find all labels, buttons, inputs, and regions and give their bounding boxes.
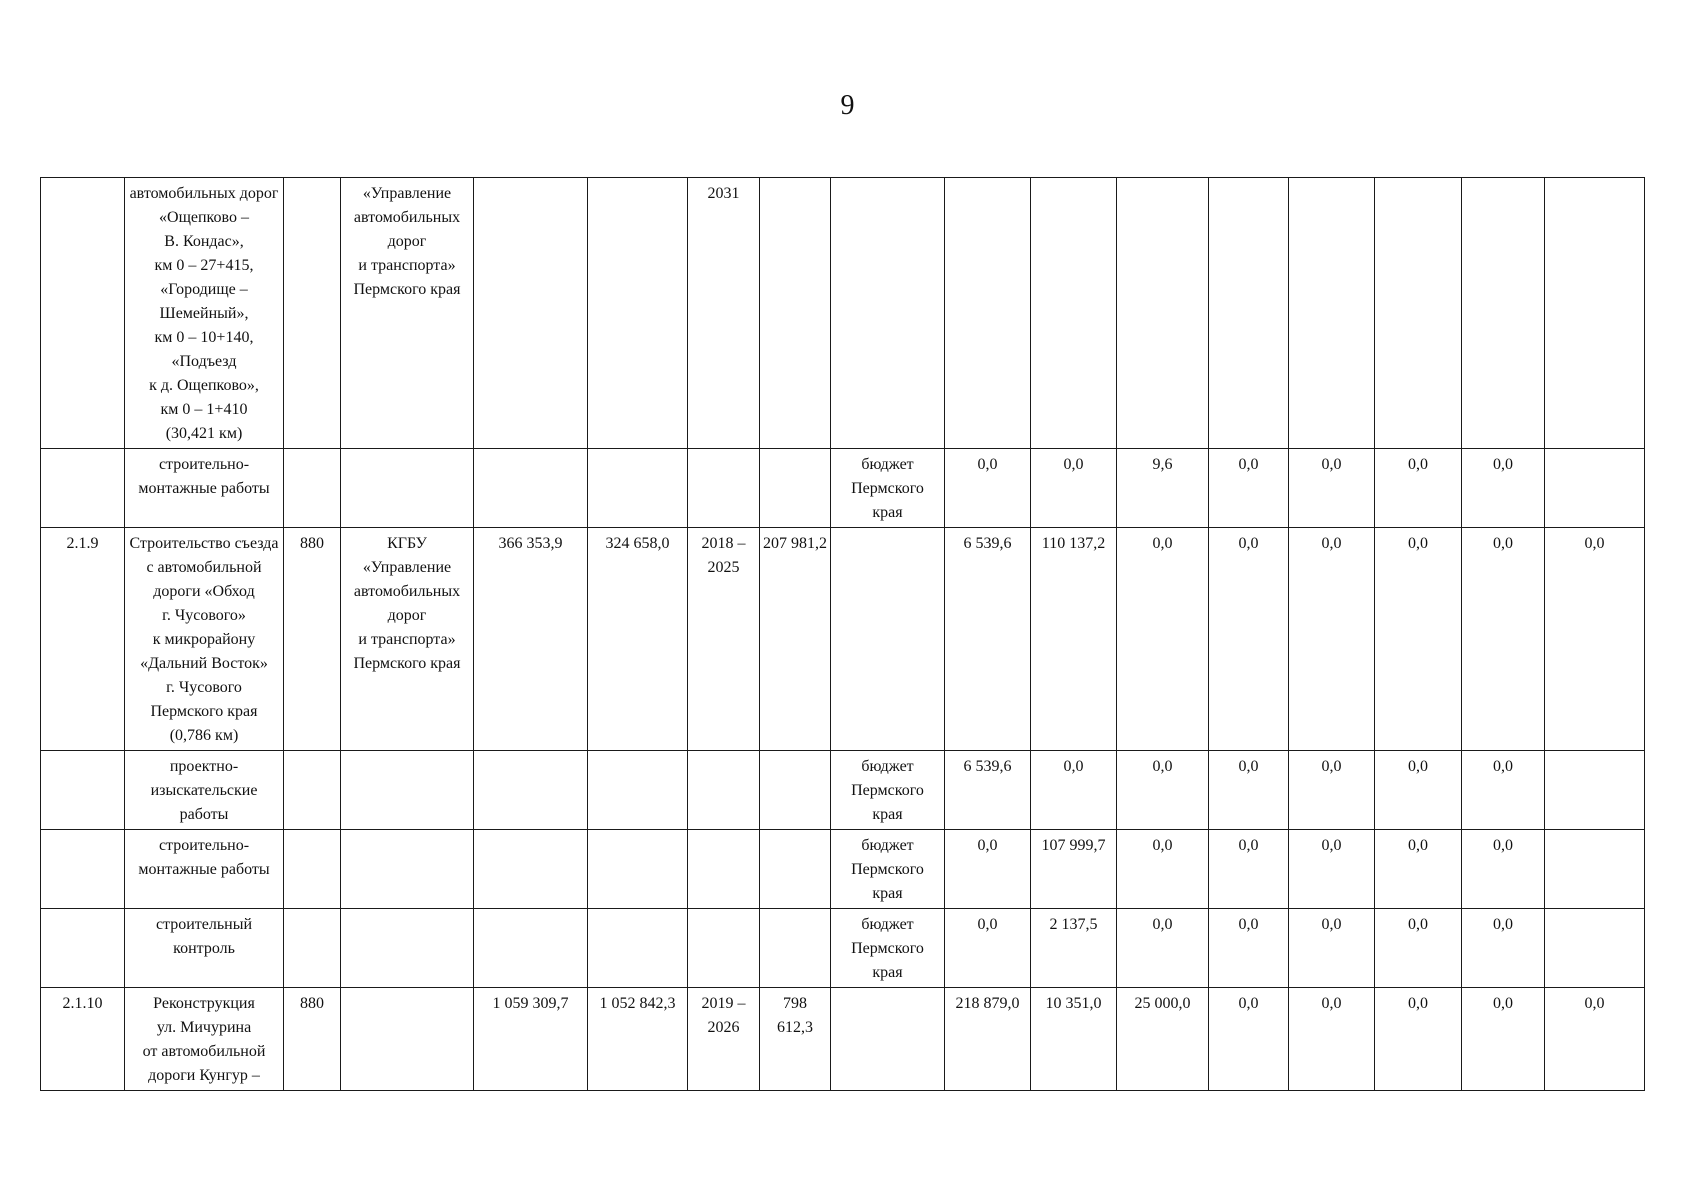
value-cell (945, 178, 1031, 449)
funding-source-cell: бюджет Пермского края (831, 449, 945, 528)
value-cell: 0,0 (1462, 751, 1545, 830)
value-cell: 0,0 (1209, 751, 1289, 830)
table-row (41, 830, 1645, 909)
cost-cell (760, 449, 831, 528)
funding-source-cell (831, 988, 945, 1091)
value-cell (1117, 178, 1209, 449)
executor-cell (341, 449, 474, 528)
funding-source-cell (831, 528, 945, 751)
years-cell (688, 909, 760, 988)
row-number-cell (41, 449, 125, 528)
value-cell: 0,0 (945, 449, 1031, 528)
value-cell: 0,0 (1462, 909, 1545, 988)
funding-source-cell: бюджет Пермского края (831, 909, 945, 988)
cost-cell (760, 830, 831, 909)
value-cell: 0,0 (1209, 988, 1289, 1091)
cost-cell: 798 612,3 (760, 988, 831, 1091)
table-row (41, 178, 1645, 449)
code-cell: 880 (284, 988, 341, 1091)
value-cell: 0,0 (1117, 751, 1209, 830)
years-cell (688, 449, 760, 528)
value-cell: 0,0 (1375, 449, 1462, 528)
cost-total-cell: 1 059 309,7 (474, 988, 588, 1091)
value-cell (1545, 178, 1645, 449)
years-cell (688, 751, 760, 830)
cost-cell (588, 830, 688, 909)
value-cell: 0,0 (1031, 449, 1117, 528)
cost-total-cell (474, 751, 588, 830)
value-cell (1545, 909, 1645, 988)
page-number: 9 (840, 90, 855, 121)
executor-cell (341, 909, 474, 988)
value-cell: 0,0 (1289, 909, 1375, 988)
value-cell: 0,0 (1462, 528, 1545, 751)
value-cell: 0,0 (945, 909, 1031, 988)
table-row (41, 449, 1645, 528)
value-cell: 0,0 (1375, 830, 1462, 909)
value-cell: 2 137,5 (1031, 909, 1117, 988)
value-cell (1209, 178, 1289, 449)
value-cell: 6 539,6 (945, 751, 1031, 830)
cost-cell (760, 178, 831, 449)
code-cell (284, 178, 341, 449)
value-cell (1031, 178, 1117, 449)
years-cell: 2018 – 2025 (688, 528, 760, 751)
code-cell (284, 830, 341, 909)
value-cell: 0,0 (1462, 988, 1545, 1091)
row-number-cell: 2.1.9 (41, 528, 125, 751)
years-cell: 2031 (688, 178, 760, 449)
funding-source-cell: бюджет Пермского края (831, 830, 945, 909)
value-cell: 0,0 (1375, 528, 1462, 751)
value-cell: 0,0 (1545, 528, 1645, 751)
value-cell: 6 539,6 (945, 528, 1031, 751)
value-cell: 0,0 (1209, 449, 1289, 528)
years-cell: 2019 – 2026 (688, 988, 760, 1091)
cost-total-cell (474, 449, 588, 528)
funding-source-cell: бюджет Пермского края (831, 751, 945, 830)
value-cell: 0,0 (1209, 830, 1289, 909)
cost-cell (588, 178, 688, 449)
row-number-cell (41, 909, 125, 988)
row-number-cell: 2.1.10 (41, 988, 125, 1091)
table-row (41, 909, 1645, 988)
code-cell (284, 909, 341, 988)
table-row (41, 751, 1645, 830)
funding-source-cell (831, 178, 945, 449)
value-cell: 107 999,7 (1031, 830, 1117, 909)
object-name-cell: Реконструкция ул. Мичурина от автомобильной дороги Кунгур – (125, 988, 284, 1091)
years-cell (688, 830, 760, 909)
value-cell: 0,0 (1209, 528, 1289, 751)
cost-total-cell (474, 178, 588, 449)
value-cell: 0,0 (1375, 988, 1462, 1091)
value-cell: 10 351,0 (1031, 988, 1117, 1091)
value-cell: 0,0 (1375, 751, 1462, 830)
object-name-cell: проектно- изыскательские работы (125, 751, 284, 830)
executor-cell (341, 988, 474, 1091)
code-cell: 880 (284, 528, 341, 751)
value-cell: 0,0 (1289, 751, 1375, 830)
value-cell: 9,6 (1117, 449, 1209, 528)
value-cell: 0,0 (1209, 909, 1289, 988)
budget-table (40, 177, 1645, 1091)
code-cell (284, 449, 341, 528)
object-name-cell: строительный контроль (125, 909, 284, 988)
value-cell: 0,0 (1289, 528, 1375, 751)
value-cell: 0,0 (1117, 830, 1209, 909)
executor-cell: КГБУ «Управление автомобильных дорог и транспорта» Пермского края (341, 528, 474, 751)
row-number-cell (41, 830, 125, 909)
value-cell: 0,0 (1289, 830, 1375, 909)
cost-cell: 207 981,2 (760, 528, 831, 751)
object-name-cell: строительно- монтажные работы (125, 449, 284, 528)
object-name-cell: Строительство съезда с автомобильной дороги «Обход г. Чусового» к микрорайону «Дальний Восток» г. Чусового Пермского края (0,786 км) (125, 528, 284, 751)
cost-cell: 1 052 842,3 (588, 988, 688, 1091)
value-cell: 0,0 (1375, 909, 1462, 988)
code-cell (284, 751, 341, 830)
value-cell: 0,0 (1117, 909, 1209, 988)
executor-cell (341, 830, 474, 909)
cost-cell: 324 658,0 (588, 528, 688, 751)
row-number-cell (41, 178, 125, 449)
object-name-cell: строительно- монтажные работы (125, 830, 284, 909)
cost-cell (760, 909, 831, 988)
value-cell: 0,0 (1462, 830, 1545, 909)
value-cell (1462, 178, 1545, 449)
value-cell (1289, 178, 1375, 449)
object-name-cell: автомобильных дорог «Ощепково – В. Кондас», км 0 – 27+415, «Городище – Шемейный», км 0 – 10+140, «Подъезд к д. Ощепково», км 0 – 1+410 (30,421 км) (125, 178, 284, 449)
table-row (41, 528, 1645, 751)
value-cell (1545, 449, 1645, 528)
value-cell: 0,0 (1462, 449, 1545, 528)
table-row (41, 988, 1645, 1091)
row-number-cell (41, 751, 125, 830)
value-cell: 0,0 (1031, 751, 1117, 830)
executor-cell: «Управление автомобильных дорог и транспорта» Пермского края (341, 178, 474, 449)
cost-total-cell (474, 909, 588, 988)
value-cell: 0,0 (1545, 988, 1645, 1091)
value-cell (1545, 751, 1645, 830)
cost-cell (760, 751, 831, 830)
cost-total-cell (474, 830, 588, 909)
value-cell: 110 137,2 (1031, 528, 1117, 751)
value-cell: 25 000,0 (1117, 988, 1209, 1091)
value-cell: 0,0 (1289, 449, 1375, 528)
value-cell: 0,0 (1289, 988, 1375, 1091)
value-cell: 218 879,0 (945, 988, 1031, 1091)
cost-cell (588, 751, 688, 830)
value-cell (1545, 830, 1645, 909)
value-cell (1375, 178, 1462, 449)
cost-total-cell: 366 353,9 (474, 528, 588, 751)
executor-cell (341, 751, 474, 830)
value-cell: 0,0 (945, 830, 1031, 909)
value-cell: 0,0 (1117, 528, 1209, 751)
cost-cell (588, 449, 688, 528)
cost-cell (588, 909, 688, 988)
